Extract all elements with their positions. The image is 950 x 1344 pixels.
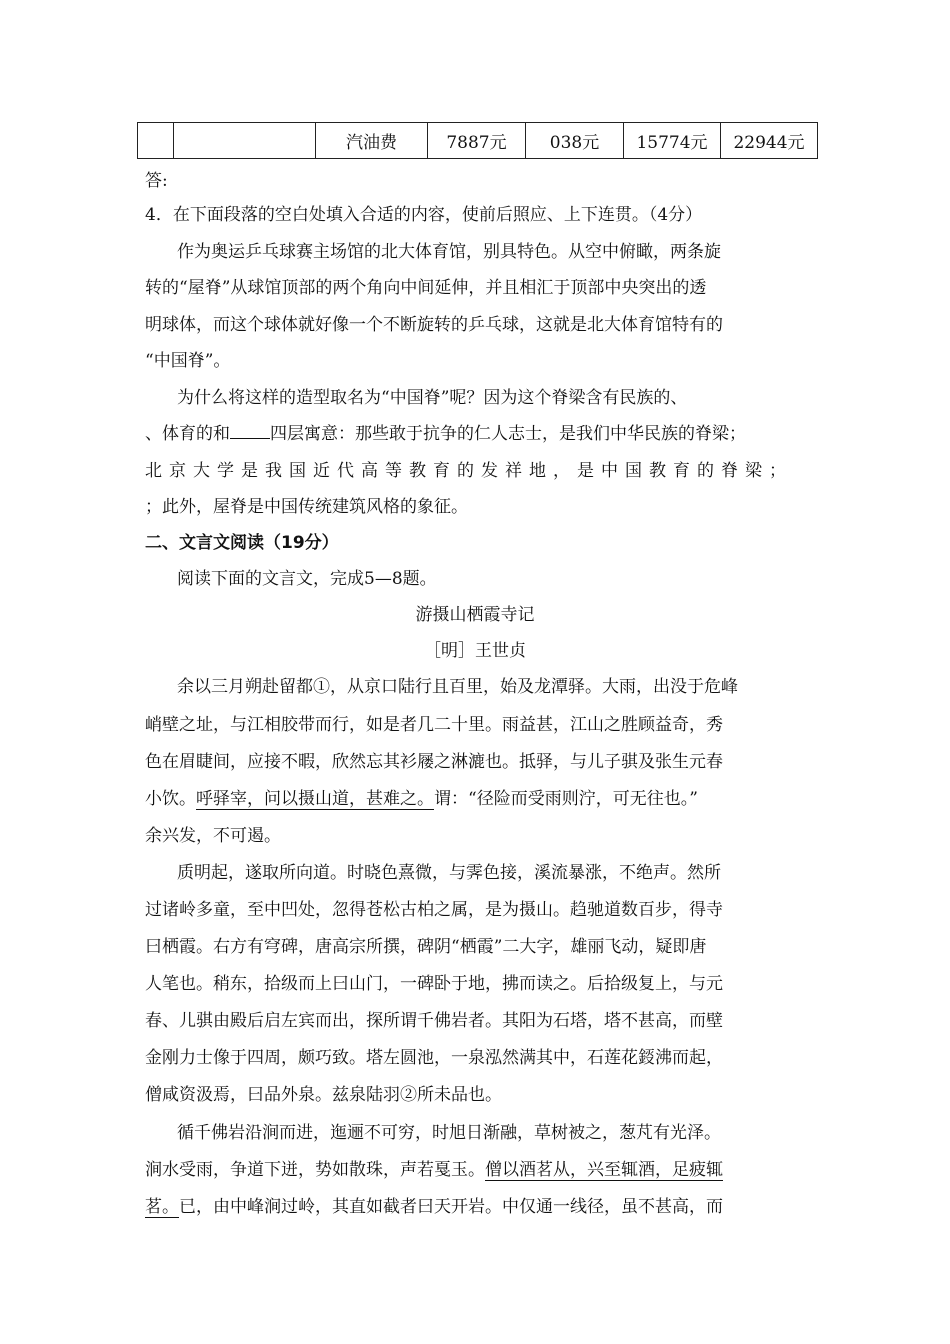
question-4-prompt: 4．在下面段落的空白处填入合适的内容，使前后照应、上下连贯。（4分） bbox=[145, 205, 703, 225]
expense-table bbox=[137, 122, 818, 159]
passage-line: 峭壁之址，与江相胶带而行，如是者几二十里。雨益甚，江山之胜顾益奇，秀 bbox=[145, 715, 723, 735]
table-cell: 22944元 bbox=[721, 123, 818, 159]
passage-line: 色在眉睫间，应接不暇，欣然忘其衫屦之淋漉也。抵驿，与儿子骐及张生元春 bbox=[145, 752, 723, 772]
table-cell: 15774元 bbox=[624, 123, 721, 159]
passage-line bbox=[145, 784, 698, 809]
paragraph-line: 明球体，而这个球体就好像一个不断旋转的乒乓球，这就是北大体育馆特有的 bbox=[145, 315, 723, 335]
passage-line: 人笔也。稍东，拾级而上曰山门，一碑卧于地，拂而读之。后拾级复上，与元 bbox=[145, 974, 723, 994]
text-segment: 、体育的和 bbox=[145, 424, 230, 444]
paragraph-line: 转的“屋脊”从球馆顶部的两个角向中间延伸，并且相汇于顶部中央突出的透 bbox=[145, 278, 707, 298]
table-cell: 7887元 bbox=[428, 123, 526, 159]
table-cell bbox=[174, 123, 316, 159]
passage-line: 过诸岭多童，至中凹处，忽得苍松古柏之属，是为摄山。趋驰道数百步，得寺 bbox=[145, 900, 723, 920]
section-heading: 二、文言文阅读（19分） bbox=[145, 533, 339, 553]
passage-line bbox=[145, 1155, 723, 1180]
fill-blank[interactable] bbox=[230, 424, 270, 439]
paragraph-line: 为什么将这样的造型取名为“中国脊”呢？因为这个脊梁含有民族的、 bbox=[177, 388, 688, 408]
passage-title: 游摄山栖霞寺记 bbox=[415, 605, 535, 625]
paragraph-line: ；此外，屋脊是中国传统建筑风格的象征。 bbox=[145, 497, 468, 517]
paragraph-line: “中国脊”。 bbox=[145, 351, 231, 371]
paragraph-line: 北京大学是我国近代高等教育的发祥地，是中国教育的脊梁； bbox=[145, 461, 793, 481]
paragraph-line bbox=[145, 419, 746, 444]
underlined-sentence: 僧以酒茗从，兴至辄酒，足疲辄 bbox=[485, 1160, 723, 1180]
passage-line: 金刚力士像于四周，颇巧致。塔左圆池，一泉泓然满其中，石莲花鋄沸而起， bbox=[145, 1048, 723, 1068]
text-segment: 四层寓意：那些敢于抗争的仁人志士，是我们中华民族的脊梁； bbox=[270, 424, 746, 444]
underlined-sentence: 呼驿宰，问以摄山道，甚难之。 bbox=[196, 789, 434, 809]
passage-line: 余以三月朔赴留都①，从京口陆行且百里，始及龙潭驿。大雨，出没于危峰 bbox=[177, 677, 738, 697]
text-segment: 涧水受雨，争道下迸，势如散珠，声若戛玉。 bbox=[145, 1160, 485, 1180]
passage-line: 循千佛岩沿涧而进，迤逦不可穷，时旭日渐融，草树被之，葱芃有光泽。 bbox=[177, 1123, 721, 1143]
text-segment: 小饮。 bbox=[145, 789, 196, 809]
passage-author: ［明］王世贞 bbox=[424, 641, 526, 661]
answer-label: 答: bbox=[145, 171, 168, 191]
table-row bbox=[138, 123, 818, 159]
passage-line bbox=[145, 1192, 723, 1217]
text-segment: 已，由中峰涧过岭，其直如截者曰天开岩。中仅通一线径，虽不甚高，而 bbox=[179, 1197, 723, 1217]
table-cell: 038元 bbox=[526, 123, 624, 159]
text-segment: 谓：“径险而受雨则泞，可无往也。” bbox=[434, 789, 698, 809]
passage-line: 质明起，遂取所向道。时晓色熹微，与霁色接，溪流暴涨，不绝声。然所 bbox=[177, 863, 721, 883]
passage-line: 曰栖霞。右方有穹碑，唐高宗所撰，碑阴“栖霞”二大字，雄丽飞动，疑即唐 bbox=[145, 937, 707, 957]
passage-line: 僧咸资汲焉，曰品外泉。兹泉陆羽②所未品也。 bbox=[145, 1085, 502, 1105]
table-cell bbox=[138, 123, 174, 159]
underlined-sentence: 茗。 bbox=[145, 1197, 179, 1217]
paragraph-line: 作为奥运乒乓球赛主场馆的北大体育馆，别具特色。从空中俯瞰，两条旋 bbox=[177, 242, 721, 262]
passage-line: 春、儿骐由殿后启左宾而出，探所谓千佛岩者。其阳为石塔，塔不甚高，而壁 bbox=[145, 1011, 723, 1031]
passage-line: 余兴发，不可遏。 bbox=[145, 826, 281, 846]
table-cell: 汽油费 bbox=[316, 123, 428, 159]
instruction-text: 阅读下面的文言文，完成5—8题。 bbox=[177, 569, 437, 589]
